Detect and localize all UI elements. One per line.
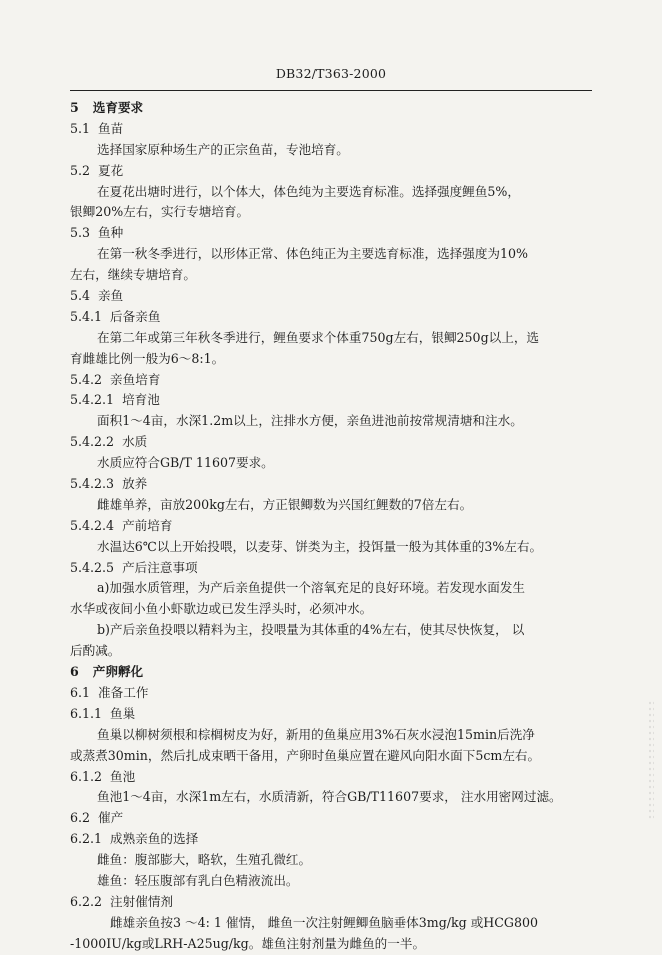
paragraph-line [70,871,594,892]
document-header [0,66,662,81]
document-body [70,98,594,955]
section-heading [70,370,594,391]
section-heading [70,683,594,704]
line-text: 银鲫20%左右，实行专塘培育。 [70,204,250,220]
paragraph-line [70,453,594,474]
section-number: 6 [70,664,79,680]
section-number: 5.4.2.5 [70,559,115,575]
paragraph-line [70,599,594,620]
section-number: 6.2.2 [70,893,103,909]
section-number: 5 [70,100,79,115]
section-number: 6.1.2 [70,768,103,784]
section-title: 培育池 [122,392,160,408]
section-title: 鱼种 [98,225,124,241]
section-title: 鱼巢 [110,705,136,721]
line-text: 雌雄单养，亩放200kg左右，方正银鲫数为兴国红鲤数的7倍左右。 [97,496,473,512]
section-title: 选育要求 [92,100,144,115]
section-heading [70,286,594,307]
paragraph-line [70,140,594,161]
section-title: 夏花 [98,162,124,178]
section-title: 亲鱼 [98,288,124,304]
section-title: 催产 [98,810,124,826]
header-rule [70,90,592,91]
section-heading [70,704,594,725]
paragraph-line [70,934,594,955]
line-text: 在夏花出塘时进行，以个体大，体色纯为主要选育标准。选择强度鲤鱼5%， [97,183,520,199]
paragraph-line [70,244,594,265]
line-text: 水质应符合GB/T 11607要求。 [97,455,274,471]
line-text: 或蒸煮30min，然后扎成束晒干备用，产卵时鱼巢应置在避风向阳水面下5cm左右。 [70,747,541,763]
paragraph-line [70,641,594,662]
section-title: 产后注意事项 [122,559,198,575]
section-heading [70,767,594,788]
line-text: 后酌减。 [70,643,121,659]
section-number: 5.4.1 [70,308,103,324]
section-heading [70,119,594,140]
paragraph-line [70,725,594,746]
section-number: 5.2 [70,162,91,178]
line-text: 左右，继续专塘培育。 [70,267,196,283]
line-text: 雄鱼：轻压腹部有乳白色精液流出。 [97,872,299,888]
paragraph-line [70,578,594,599]
section-title: 成熟亲鱼的选择 [110,831,199,847]
section-number: 5.4.2.2 [70,434,115,450]
section-number: 6.2.1 [70,831,103,847]
section-number: 5.4.2.4 [70,517,115,533]
section-number: 5.4.2.3 [70,476,115,492]
section-number: 5.4 [70,288,91,304]
line-text: 面积1～4亩，水深1.2m以上，注排水方便，亲鱼进池前按常规清塘和注水。 [97,413,523,429]
section-title: 放养 [122,476,148,492]
section-heading [70,662,594,683]
paragraph-line [70,495,594,516]
section-heading [70,390,594,411]
section-title: 产前培育 [122,517,173,533]
paragraph-line [70,537,594,558]
line-text: 雌鱼：腹部膨大，略软，生殖孔微红。 [97,852,312,868]
line-text: 水温达6℃以上开始投喂，以麦芽、饼类为主，投饵量一般为其体重的3%左右。 [97,538,543,554]
line-text: 雌雄亲鱼按3 ～4: 1 催情， 雌鱼一次注射鲤鲫鱼脑垂体3mg/kg 或HCG800 [110,914,539,930]
line-text: 育雌雄比例一般为6～8:1。 [70,350,225,366]
paragraph-line [70,182,594,203]
section-number: 5.4.2.1 [70,392,115,408]
section-title: 注射催情剂 [110,893,174,909]
section-heading [70,558,594,579]
section-heading [70,98,594,119]
section-heading [70,892,594,913]
section-title: 产卵孵化 [92,664,144,680]
section-number: 5.1 [70,120,91,136]
section-heading [70,161,594,182]
scan-noise [648,700,654,820]
line-text: 在第一秋冬季进行，以形体正常、体色纯正为主要选育标准，选择强度为10% [97,246,528,262]
section-title: 后备亲鱼 [110,308,161,324]
paragraph-line [70,787,594,808]
paragraph-line [70,746,594,767]
paragraph-line [70,850,594,871]
line-text: 鱼巢以柳树须根和棕榈树皮为好，新用的鱼巢应用3%石灰水浸泡15min后洗净 [97,726,535,742]
line-text: b)产后亲鱼投喂以精料为主，投喂量为其体重的4%左右，使其尽快恢复， 以 [97,622,525,638]
paragraph-line [70,328,594,349]
section-number: 6.1.1 [70,705,103,721]
paragraph-line [70,349,594,370]
section-heading [70,516,594,537]
standard-number: DB32/T363-2000 [275,66,387,81]
line-text: 水华或夜间小鱼小虾歇边或已发生浮头时，必须冲水。 [70,601,373,617]
paragraph-line [70,265,594,286]
line-text: 选择国家原种场生产的正宗鱼苗，专池培育。 [97,141,349,157]
section-heading [70,223,594,244]
line-text: 鱼池1～4亩，水深1m左右，水质清新，符合GB/T11607要求， 注水用密网过滤。 [97,789,562,805]
section-number: 5.3 [70,225,91,241]
paragraph-line [70,913,594,934]
section-title: 水质 [122,434,148,450]
section-heading [70,808,594,829]
section-heading [70,432,594,453]
section-title: 准备工作 [98,684,149,700]
section-title: 鱼苗 [98,120,124,136]
section-number: 6.1 [70,684,91,700]
section-heading [70,307,594,328]
line-text: 在第二年或第三年秋冬季进行，鲤鱼要求个体重750g左右，银鲫250g以上，选 [97,329,540,345]
section-number: 6.2 [70,810,91,826]
line-text: a)加强水质管理，为产后亲鱼提供一个溶氧充足的良好环境。若发现水面发生 [97,580,526,596]
section-title: 亲鱼培育 [110,371,161,387]
section-number: 5.4.2 [70,371,103,387]
paragraph-line [70,620,594,641]
section-title: 鱼池 [110,768,136,784]
line-text: -1000IU/kg或LRH-A25ug/kg。雄鱼注射剂量为雌鱼的一半。 [70,935,426,951]
section-heading [70,829,594,850]
section-heading [70,474,594,495]
paragraph-line [70,202,594,223]
paragraph-line [70,411,594,432]
